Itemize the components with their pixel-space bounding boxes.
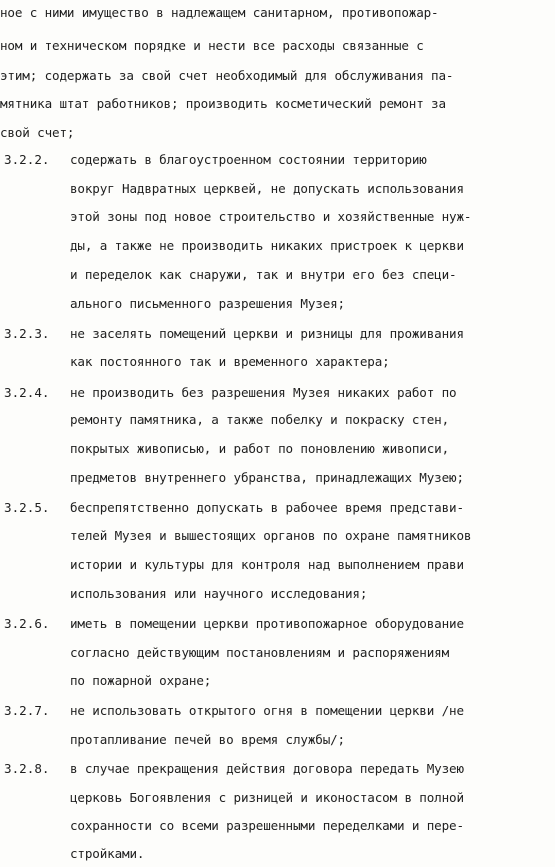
clause-line: не использовать открытого огня в помещении церкви /не: [70, 703, 464, 718]
clause-line: церковь Богоявления с ризницей и иконостасом в полной: [70, 790, 464, 805]
clause-line: покрытых живописью, и работ по поновлению живописи,: [70, 441, 450, 456]
clause-line: ального письменного разрешения Музея;: [70, 296, 345, 311]
intro-line: ном и техническом порядке и нести все расходы связанные с: [0, 38, 424, 53]
clause-line: и переделок как снаружи, так и внутри его без специ-: [70, 267, 457, 282]
clause-line: ды, а также не производить никаких пристроек к церкви: [70, 238, 464, 253]
intro-line: этим; содержать за свой счет необходимый для обслуживания па-: [0, 68, 454, 83]
clause-line: использования или научного исследования;: [70, 586, 368, 601]
clause-line: вокруг Надвратных церквей, не допускать использования: [70, 181, 464, 196]
clause-line: беспрепятственно допускать в рабочее время представи-: [70, 500, 464, 515]
clause-line: предметов внутреннего убранства, принадлежащих Музею;: [70, 470, 464, 485]
clause-line: ремонту памятника, а также побелку и покраску стен,: [70, 412, 450, 427]
clause-line: иметь в помещении церкви противопожарное оборудование: [70, 616, 464, 631]
clause-line: этой зоны под новое строительство и хозяйственные нуж-: [70, 209, 472, 224]
clause-line: как постоянного так и временного характера;: [70, 354, 390, 369]
clause-line: не заселять помещений церкви и ризницы для проживания: [70, 326, 464, 341]
clause-number: 3.2.3.: [4, 326, 50, 341]
clause-line: протапливание печей во время службы/;: [70, 732, 345, 747]
clause-line: сохранности со всеми разрешенными переделками и пере-: [70, 818, 464, 833]
clause-line: по пожарной охране;: [70, 673, 212, 688]
clause-line: согласно действующим постановлениям и распоряжениям: [70, 645, 450, 660]
intro-line: ное с ними имущество в надлежащем санитарном, противопожар-: [0, 5, 439, 20]
clause-line: содержать в благоустроенном состоянии территорию: [70, 152, 427, 167]
clause-number: 3.2.6.: [4, 616, 50, 631]
intro-line: свой счет;: [0, 125, 75, 140]
clause-number: 3.2.4.: [4, 385, 50, 400]
clause-number: 3.2.8.: [4, 761, 50, 776]
clause-line: не производить без разрешения Музея никаких работ по: [70, 385, 457, 400]
clause-number: 3.2.5.: [4, 500, 50, 515]
clause-line: истории и культуры для контроля над выполнением прави: [70, 557, 464, 572]
clause-line: стройками.: [70, 846, 145, 861]
clause-number: 3.2.2.: [4, 152, 50, 167]
intro-line: мятника штат работников; производить косметический ремонт за: [0, 96, 446, 111]
clause-number: 3.2.7.: [4, 703, 50, 718]
clause-line: в случае прекращения действия договора передать Музею: [70, 761, 464, 776]
clause-line: телей Музея и вышестоящих органов по охране памятников: [70, 528, 472, 543]
